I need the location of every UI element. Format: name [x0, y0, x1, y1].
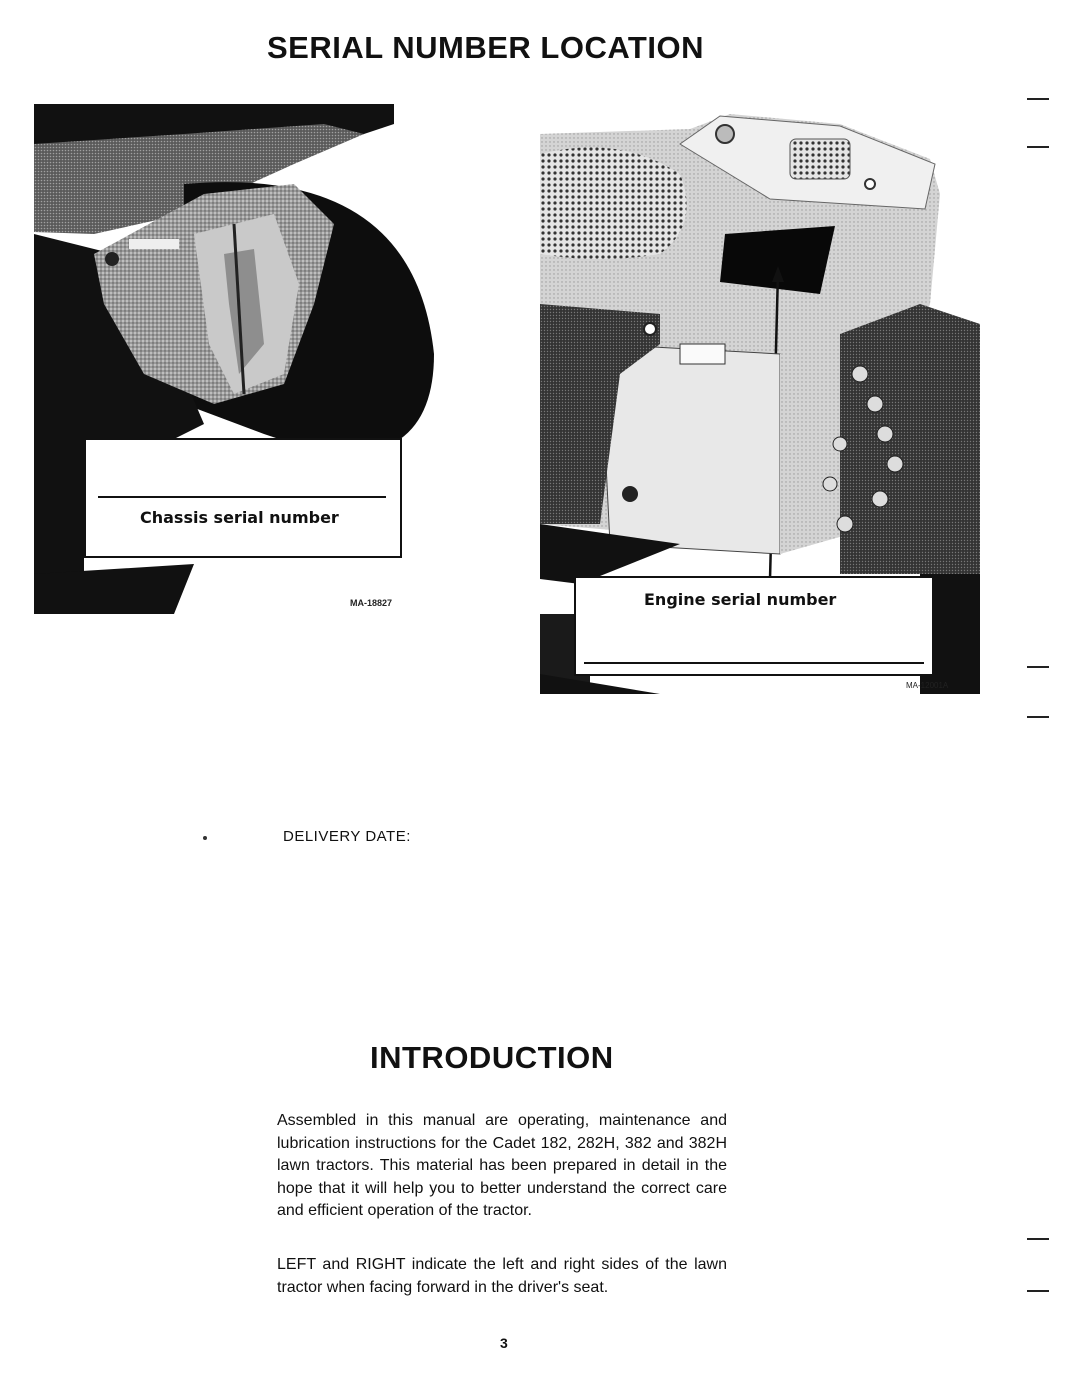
margin-mark — [1027, 1238, 1049, 1240]
chassis-serial-label-text: Chassis serial number — [140, 508, 339, 527]
engine-serial-line — [584, 662, 924, 664]
introduction-heading: INTRODUCTION — [370, 1040, 614, 1075]
chassis-figure-id: MA-18827 — [350, 598, 393, 608]
margin-mark — [1027, 98, 1049, 100]
intro-paragraph-1: Assembled in this manual are operating, maintenance and lubrication instructions for the Cadet 182, 282H, 382 and 382H lawn tractors. This material has been prepared in detail in the hope that it will help you to better understand the correct care and efficient operation of the tractor. — [277, 1112, 727, 1219]
intro-paragraph-2: LEFT and RIGHT indicate the left and right sides of the lawn tractor when facing forward in the driver's seat. — [277, 1256, 727, 1296]
stray-dot — [203, 836, 207, 840]
delivery-date-label: DELIVERY DATE: — [283, 828, 411, 845]
engine-serial-label — [574, 576, 934, 676]
chassis-photo — [34, 104, 446, 614]
chassis-serial-label — [84, 438, 402, 558]
margin-mark — [1027, 716, 1049, 718]
margin-mark — [1027, 666, 1049, 668]
chassis-serial-line — [98, 496, 386, 498]
engine-photo — [540, 104, 980, 694]
margin-mark — [1027, 146, 1049, 148]
engine-figure-id: MA-12001A — [906, 681, 949, 690]
margin-mark — [1027, 1290, 1049, 1292]
engine-serial-label-text: Engine serial number — [644, 590, 837, 609]
serial-number-location-heading: SERIAL NUMBER LOCATION — [267, 30, 704, 65]
page-number: 3 — [500, 1335, 508, 1351]
